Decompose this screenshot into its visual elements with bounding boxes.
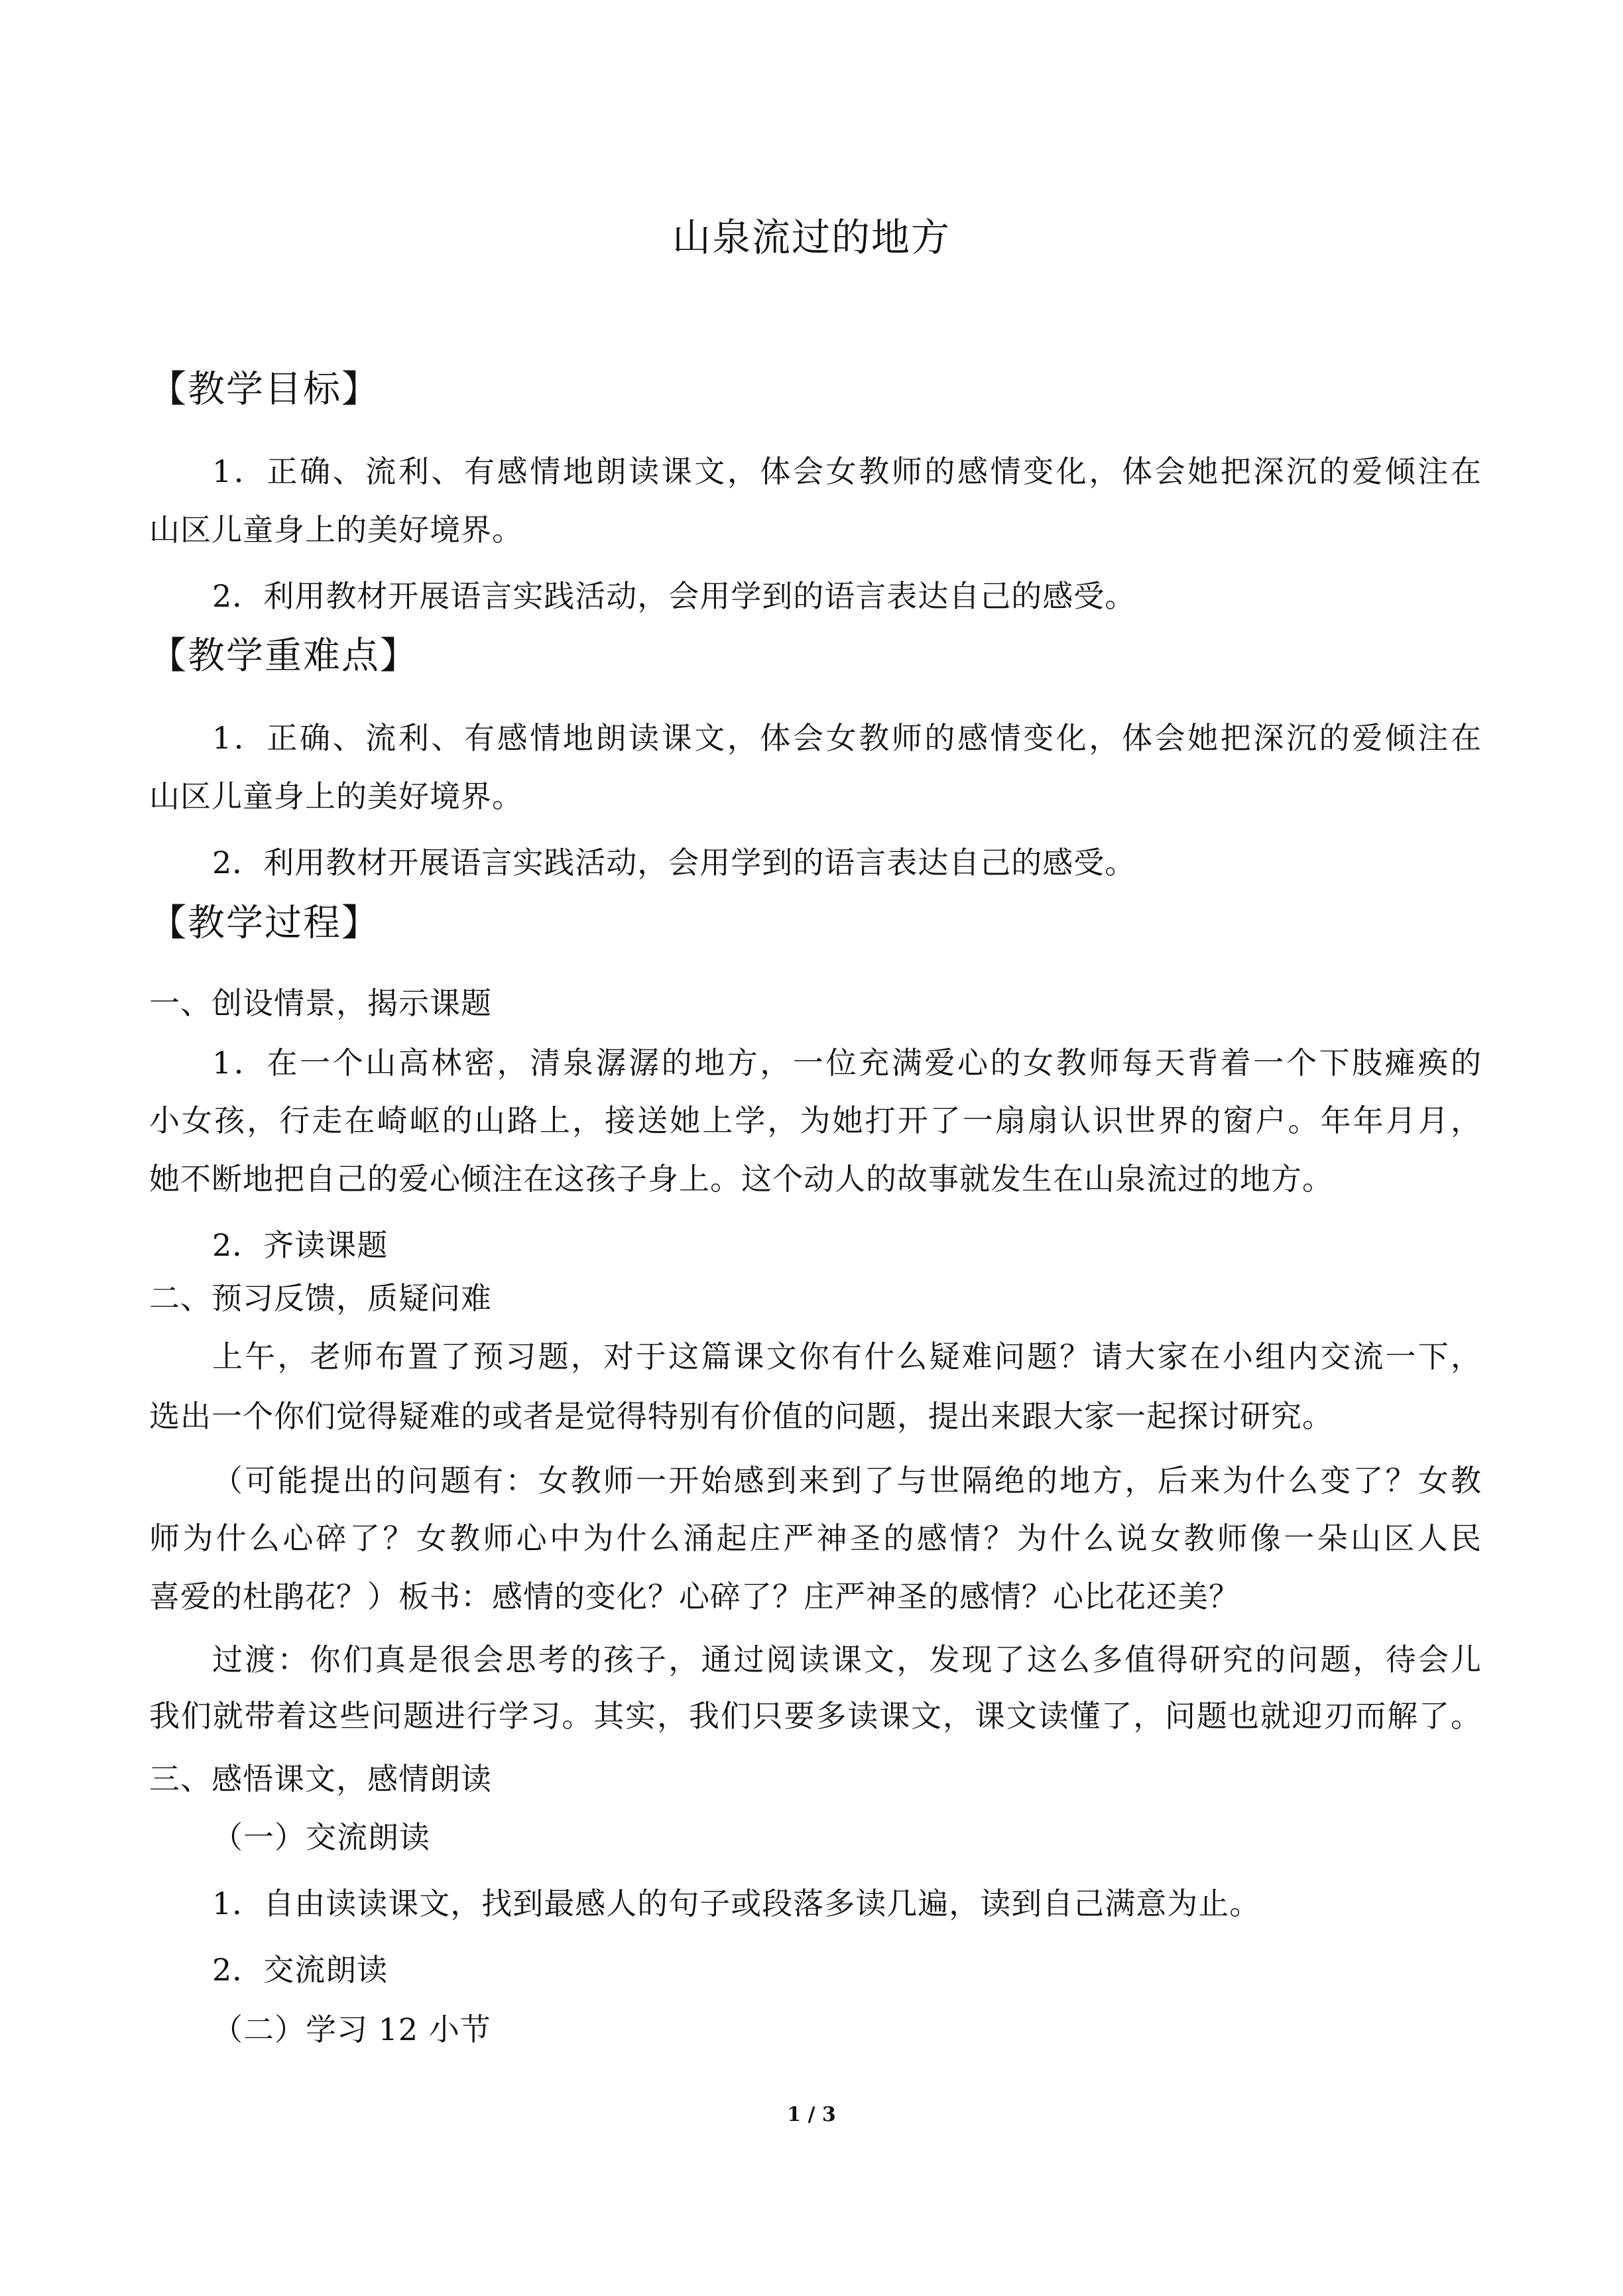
paragraph-line: 小女孩，行走在崎岖的山路上，接送她上学，为她打开了一扇扇认识世界的窗户。年年月月， — [149, 1103, 1482, 1138]
paragraph-line: 过渡：你们真是很会思考的孩子，通过阅读课文，发现了这么多值得研究的问题，待会儿 — [212, 1642, 1482, 1677]
paragraph-line: 2．利用教材开展语言实践活动，会用学到的语言表达自己的感受。 — [212, 578, 1136, 614]
paragraph-line: 2．交流朗读 — [212, 1952, 389, 1988]
subsection-heading: 一、创设情景，揭示课题 — [149, 985, 492, 1021]
paragraph-line: 2．利用教材开展语言实践活动，会用学到的语言表达自己的感受。 — [212, 845, 1136, 880]
section-heading-key-points: 【教学重难点】 — [149, 634, 418, 678]
page-number: 1 / 3 — [787, 2103, 836, 2126]
paragraph-line: 喜爱的杜鹃花？）板书：感情的变化？心碎了？庄严神圣的感情？心比花还美？ — [149, 1579, 1240, 1614]
page-title: 山泉流过的地方 — [672, 215, 951, 260]
paragraph-line: 师为什么心碎了？女教师心中为什么涌起庄严神圣的感情？为什么说女教师像一朵山区人民 — [149, 1520, 1482, 1556]
paragraph-line: 山区儿童身上的美好境界。 — [149, 778, 523, 814]
paragraph-line: 她不断地把自己的爱心倾注在这孩子身上。这个动人的故事就发生在山泉流过的地方。 — [149, 1161, 1333, 1197]
paragraph-line: 1．自由读读课文，找到最感人的句子或段落多读几遍，读到自己满意为止。 — [212, 1886, 1261, 1921]
paragraph-line: 上午，老师布置了预习题，对于这篇课文你有什么疑难问题？请大家在小组内交流一下， — [212, 1339, 1482, 1374]
paragraph-line: 1．正确、流利、有感情地朗读课文，体会女教师的感情变化，体会她把深沉的爱倾注在 — [212, 720, 1482, 756]
paragraph-line: 1．正确、流利、有感情地朗读课文，体会女教师的感情变化，体会她把深沉的爱倾注在 — [212, 453, 1482, 489]
paragraph-line: 我们就带着这些问题进行学习。其实，我们只要多读课文，课文读懂了，问题也就迎刃而解了。 — [149, 1698, 1482, 1734]
section-heading-goals: 【教学目标】 — [149, 368, 380, 411]
subsection-heading: （二）学习 12 小节 — [212, 2012, 491, 2047]
subsection-heading: （一）交流朗读 — [212, 1819, 430, 1855]
paragraph-line: 2．齐读课题 — [212, 1227, 389, 1263]
subsection-heading: 二、预习反馈，质疑问难 — [149, 1280, 492, 1316]
subsection-heading: 三、感悟课文，感情朗读 — [149, 1761, 492, 1797]
paragraph-line: 1．在一个山高林密，清泉潺潺的地方，一位充满爱心的女教师每天背着一个下肢瘫痪的 — [212, 1045, 1482, 1081]
paragraph-line: 山区儿童身上的美好境界。 — [149, 512, 523, 548]
paragraph-line: （可能提出的问题有：女教师一开始感到来到了与世隔绝的地方，后来为什么变了？女教 — [212, 1463, 1482, 1498]
paragraph-line: 选出一个你们觉得疑难的或者是觉得特别有价值的问题，提出来跟大家一起探讨研究。 — [149, 1398, 1333, 1434]
section-heading-process: 【教学过程】 — [149, 902, 380, 945]
